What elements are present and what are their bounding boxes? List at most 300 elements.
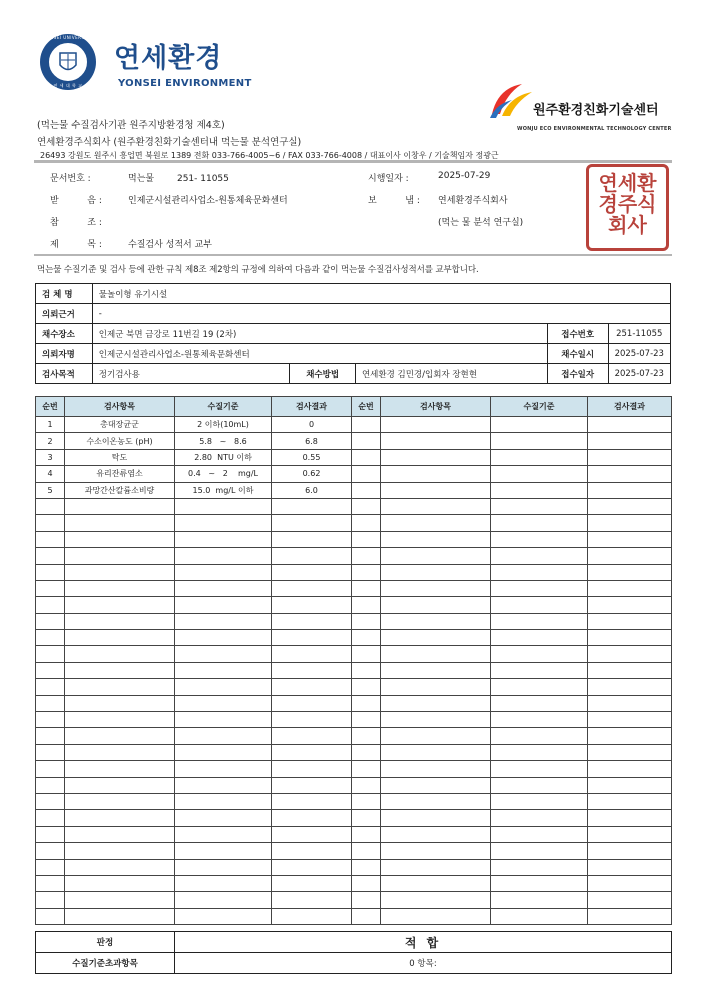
exceed-items-label: 수질기준초과항목	[36, 953, 175, 974]
empty-cell	[65, 843, 175, 859]
empty-cell	[36, 793, 65, 809]
empty-cell	[175, 564, 272, 580]
empty-cell	[36, 613, 65, 629]
empty-row	[36, 810, 672, 826]
issue-date-label: 시행일자 :	[368, 174, 409, 184]
empty-cell	[36, 548, 65, 564]
empty-cell	[588, 498, 672, 514]
empty-cell	[588, 580, 672, 596]
seal-shield-icon	[48, 42, 88, 82]
empty-cell	[175, 761, 272, 777]
row-result: 0	[272, 417, 352, 433]
row-result: 0.62	[272, 466, 352, 482]
subject-value: 수질검사 성적서 교부	[128, 240, 212, 250]
empty-cell	[65, 662, 175, 678]
row-item: 과망간산칼륨소비량	[65, 482, 175, 498]
empty-cell	[588, 843, 672, 859]
empty-cell	[381, 908, 491, 924]
empty-row	[36, 548, 672, 564]
empty-row	[36, 613, 672, 629]
receipt-date-value: 2025-07-23	[608, 364, 670, 384]
empty-cell	[175, 744, 272, 760]
empty-cell	[352, 515, 381, 531]
empty-cell	[272, 646, 352, 662]
empty-cell	[352, 892, 381, 908]
table-row	[36, 482, 672, 498]
empty-cell	[65, 761, 175, 777]
empty-cell	[36, 630, 65, 646]
empty-cell	[65, 630, 175, 646]
empty-cell	[36, 580, 65, 596]
empty-cell	[491, 875, 588, 891]
empty-cell	[588, 892, 672, 908]
empty-cell	[381, 515, 491, 531]
empty-cell	[588, 515, 672, 531]
empty-cell	[272, 777, 352, 793]
empty-cell	[381, 564, 491, 580]
empty-cell	[352, 843, 381, 859]
empty-cell	[381, 679, 491, 695]
empty-cell	[352, 613, 381, 629]
empty-row	[36, 908, 672, 924]
empty-cell	[175, 810, 272, 826]
table-row	[36, 304, 671, 324]
exceed-items-value: 0 항목:	[175, 953, 672, 974]
empty-row	[36, 712, 672, 728]
client-value: 인제군시설관리사업소-원통체육문화센터	[92, 344, 547, 364]
doc-number-label: 문서번호 :	[50, 174, 91, 184]
empty-cell	[491, 826, 588, 842]
empty-cell	[491, 908, 588, 924]
empty-cell	[381, 498, 491, 514]
empty-cell	[175, 777, 272, 793]
empty-cell	[65, 515, 175, 531]
empty-cell	[588, 908, 672, 924]
empty-cell	[175, 580, 272, 596]
empty-cell	[491, 728, 588, 744]
empty-cell	[491, 843, 588, 859]
row-standard: 15.0 mg/L 이하	[175, 482, 272, 498]
empty-cell	[352, 548, 381, 564]
empty-cell	[175, 892, 272, 908]
specimen-info-table	[35, 283, 671, 384]
empty-cell	[272, 695, 352, 711]
empty-cell	[588, 695, 672, 711]
col-header-standard-left: 수질기준	[175, 397, 272, 417]
empty-cell	[381, 810, 491, 826]
lab-name-value: (먹는 물 분석 연구실)	[438, 218, 524, 228]
empty-cell	[65, 712, 175, 728]
purpose-value: 정기검사용	[92, 364, 290, 384]
empty-cell	[352, 597, 381, 613]
empty-cell	[381, 646, 491, 662]
empty-cell	[65, 548, 175, 564]
empty-cell	[65, 810, 175, 826]
empty-cell	[36, 875, 65, 891]
empty-row	[36, 564, 672, 580]
empty-cell	[352, 662, 381, 678]
empty-cell	[175, 695, 272, 711]
empty-cell	[352, 679, 381, 695]
empty-cell	[65, 744, 175, 760]
empty-row	[36, 744, 672, 760]
empty-cell	[36, 679, 65, 695]
purpose-label: 검사목적	[36, 364, 93, 384]
empty-cell	[272, 843, 352, 859]
row-item: 탁도	[65, 449, 175, 465]
row-standard: 0.4 ~ 2 mg/L	[175, 466, 272, 482]
empty-cell	[175, 531, 272, 547]
empty-cell	[272, 810, 352, 826]
empty-cell	[588, 597, 672, 613]
empty-cell	[272, 728, 352, 744]
empty-cell	[36, 498, 65, 514]
row-no: 5	[36, 482, 65, 498]
seal-ring-text-bottom: 연 세 대 학 교	[53, 83, 83, 88]
empty-cell	[36, 843, 65, 859]
empty-cell	[352, 859, 381, 875]
empty-cell	[175, 875, 272, 891]
table-row	[36, 324, 671, 344]
empty-cell	[588, 744, 672, 760]
empty-cell	[381, 712, 491, 728]
empty-cell	[381, 580, 491, 596]
institution-designation: (먹는물 수질검사기관 원주지방환경청 제4호)	[37, 120, 225, 131]
empty-cell	[36, 859, 65, 875]
empty-cell	[491, 580, 588, 596]
meta-divider	[34, 254, 672, 256]
empty-cell	[65, 793, 175, 809]
recipient-value: 인제군시설관리사업소-원통체육문화센터	[128, 196, 288, 206]
empty-cell	[588, 712, 672, 728]
empty-cell	[381, 613, 491, 629]
empty-cell	[352, 564, 381, 580]
empty-cell	[36, 712, 65, 728]
table-row	[36, 433, 672, 449]
empty-cell	[381, 761, 491, 777]
row-result: 0.55	[272, 449, 352, 465]
col-header-no-left: 순번	[36, 397, 65, 417]
sender-value: 연세환경주식회사	[438, 196, 508, 206]
basis-value: -	[92, 304, 670, 324]
col-header-result-left: 검사결과	[272, 397, 352, 417]
empty-cell	[175, 646, 272, 662]
row-no: 2	[36, 433, 65, 449]
empty-cell	[491, 646, 588, 662]
table-row	[36, 364, 671, 384]
empty-cell	[352, 531, 381, 547]
empty-cell	[36, 744, 65, 760]
receipt-date-label: 접수일자	[547, 364, 608, 384]
empty-cell	[175, 597, 272, 613]
empty-cell	[36, 564, 65, 580]
test-results-table	[35, 396, 672, 925]
empty-cell	[272, 761, 352, 777]
empty-cell	[65, 646, 175, 662]
empty-cell	[36, 597, 65, 613]
empty-row	[36, 892, 672, 908]
empty-cell	[381, 875, 491, 891]
col-header-item-right: 검사항목	[381, 397, 491, 417]
empty-cell	[491, 777, 588, 793]
empty-cell	[272, 744, 352, 760]
col-header-result-right: 검사결과	[588, 397, 672, 417]
empty-cell	[588, 564, 672, 580]
empty-cell	[352, 744, 381, 760]
empty-cell	[381, 695, 491, 711]
empty-cell	[272, 859, 352, 875]
row-result: 6.0	[272, 482, 352, 498]
empty-cell	[65, 826, 175, 842]
header-divider	[34, 160, 672, 163]
empty-cell	[588, 761, 672, 777]
empty-cell	[175, 548, 272, 564]
empty-cell	[36, 761, 65, 777]
empty-cell	[352, 826, 381, 842]
empty-cell	[491, 597, 588, 613]
empty-row	[36, 843, 672, 859]
empty-cell	[588, 859, 672, 875]
empty-cell	[491, 630, 588, 646]
empty-cell	[272, 892, 352, 908]
empty-row	[36, 859, 672, 875]
empty-cell	[175, 826, 272, 842]
method-value: 연세환경 김민경/입회자 장현현	[355, 364, 547, 384]
empty-cell	[352, 810, 381, 826]
empty-cell	[175, 728, 272, 744]
empty-cell	[175, 712, 272, 728]
col-header-standard-right: 수질기준	[491, 397, 588, 417]
empty-row	[36, 662, 672, 678]
empty-row	[36, 498, 672, 514]
empty-cell	[272, 580, 352, 596]
empty-cell	[491, 679, 588, 695]
empty-cell	[65, 695, 175, 711]
empty-cell	[588, 793, 672, 809]
empty-cell	[352, 793, 381, 809]
notice-text: 먹는물 수질기준 및 검사 등에 관한 규칙 제8조 제2항의 규정에 의하여 다음과 같이 먹는물 수질검사성적서를 교부합니다.	[37, 265, 479, 275]
empty-cell	[352, 695, 381, 711]
empty-cell	[272, 826, 352, 842]
empty-cell	[272, 793, 352, 809]
empty-cell	[352, 875, 381, 891]
empty-row	[36, 777, 672, 793]
empty-cell	[381, 728, 491, 744]
row-no: 3	[36, 449, 65, 465]
stamp-text: 연세환경주식회사	[598, 171, 657, 237]
empty-cell	[491, 531, 588, 547]
sampling-date-label: 채수일시	[547, 344, 608, 364]
empty-cell	[272, 515, 352, 531]
university-seal-logo	[40, 34, 96, 90]
eco-center-title: 원주환경친화기술센터	[533, 103, 659, 118]
empty-cell	[175, 843, 272, 859]
specimen-value: 물놀이형 유기시설	[92, 284, 670, 304]
empty-cell	[272, 498, 352, 514]
row-result: 6.8	[272, 433, 352, 449]
empty-cell	[175, 515, 272, 531]
empty-row	[36, 515, 672, 531]
empty-cell	[272, 662, 352, 678]
seal-ring-text-top: YONSEI UNIVERSITY	[43, 35, 93, 40]
empty-cell	[65, 531, 175, 547]
company-name-line: 연세환경주식회사 (원주환경친화기술센터내 먹는물 분석연구실)	[37, 137, 302, 148]
empty-cell	[352, 630, 381, 646]
receipt-number-label: 접수번호	[547, 324, 608, 344]
empty-row	[36, 826, 672, 842]
empty-cell	[491, 892, 588, 908]
address-contact-line: 26493 강원도 원주시 흥업면 북원로 1389 전화 033-766-4005~6 / FAX 033-766-4008 / 대표이사 이창우 / 기술책임자 정광근	[40, 151, 499, 160]
empty-cell	[491, 695, 588, 711]
empty-cell	[36, 908, 65, 924]
empty-cell	[272, 613, 352, 629]
empty-cell	[65, 777, 175, 793]
empty-cell	[491, 810, 588, 826]
empty-cell	[272, 630, 352, 646]
empty-cell	[175, 793, 272, 809]
empty-cell	[381, 548, 491, 564]
table-row	[36, 466, 672, 482]
empty-cell	[381, 531, 491, 547]
empty-cell	[272, 597, 352, 613]
empty-cell	[36, 662, 65, 678]
empty-cell	[588, 613, 672, 629]
empty-cell	[588, 875, 672, 891]
empty-cell	[491, 613, 588, 629]
empty-cell	[352, 580, 381, 596]
row-item: 총대장균군	[65, 417, 175, 433]
empty-cell	[381, 662, 491, 678]
empty-row	[36, 695, 672, 711]
empty-cell	[36, 531, 65, 547]
empty-cell	[381, 630, 491, 646]
empty-row	[36, 679, 672, 695]
empty-cell	[491, 712, 588, 728]
empty-row	[36, 580, 672, 596]
sampling-date-value: 2025-07-23	[608, 344, 670, 364]
issue-date-value: 2025-07-29	[438, 171, 491, 181]
specimen-label: 검 체 명	[36, 284, 93, 304]
empty-cell	[36, 777, 65, 793]
empty-cell	[588, 531, 672, 547]
table-row	[36, 344, 671, 364]
brand-name-english: YONSEI ENVIRONMENT	[118, 78, 252, 89]
empty-cell	[65, 597, 175, 613]
empty-cell	[588, 630, 672, 646]
empty-cell	[36, 810, 65, 826]
row-no: 4	[36, 466, 65, 482]
sampling-place-value: 인제군 북면 금강로 11번길 19 (2차)	[92, 324, 547, 344]
empty-cell	[65, 892, 175, 908]
empty-cell	[588, 777, 672, 793]
receipt-number-value: 251-11055	[608, 324, 670, 344]
empty-cell	[272, 712, 352, 728]
judgment-table	[35, 931, 672, 974]
reference-label: 참 조 :	[50, 218, 102, 228]
empty-cell	[175, 679, 272, 695]
empty-cell	[352, 498, 381, 514]
empty-cell	[175, 613, 272, 629]
sender-label: 보 냄 :	[368, 196, 420, 206]
table-row	[36, 417, 672, 433]
empty-row	[36, 875, 672, 891]
row-standard: 2 이하(10mL)	[175, 417, 272, 433]
empty-cell	[272, 564, 352, 580]
empty-cell	[65, 613, 175, 629]
empty-cell	[65, 859, 175, 875]
empty-cell	[65, 875, 175, 891]
empty-cell	[272, 548, 352, 564]
table-row	[36, 953, 672, 974]
empty-cell	[588, 826, 672, 842]
eco-center-subtitle: WONJU ECO ENVIRONMENTAL TECHNOLOGY CENTER	[517, 126, 672, 132]
empty-row	[36, 728, 672, 744]
empty-cell	[36, 515, 65, 531]
empty-cell	[491, 744, 588, 760]
doc-number-value: 먹는물 251- 11055	[128, 174, 229, 184]
empty-cell	[381, 843, 491, 859]
col-header-no-right: 순번	[352, 397, 381, 417]
empty-cell	[352, 712, 381, 728]
empty-cell	[272, 679, 352, 695]
empty-cell	[491, 498, 588, 514]
basis-label: 의뢰근거	[36, 304, 93, 324]
row-standard: 5.8 ~ 8.6	[175, 433, 272, 449]
empty-cell	[381, 597, 491, 613]
empty-cell	[65, 580, 175, 596]
empty-cell	[36, 826, 65, 842]
sampling-place-label: 채수장소	[36, 324, 93, 344]
empty-cell	[491, 515, 588, 531]
empty-row	[36, 646, 672, 662]
empty-cell	[272, 531, 352, 547]
empty-cell	[272, 875, 352, 891]
empty-cell	[352, 777, 381, 793]
empty-cell	[491, 761, 588, 777]
table-row	[36, 284, 671, 304]
empty-cell	[381, 744, 491, 760]
empty-cell	[36, 892, 65, 908]
brand-name-korean: 연세환경	[114, 43, 223, 74]
col-header-item-left: 검사항목	[65, 397, 175, 417]
empty-cell	[65, 564, 175, 580]
empty-cell	[175, 908, 272, 924]
empty-cell	[65, 908, 175, 924]
empty-cell	[175, 498, 272, 514]
empty-cell	[36, 728, 65, 744]
empty-cell	[65, 728, 175, 744]
empty-cell	[588, 679, 672, 695]
row-no: 1	[36, 417, 65, 433]
empty-cell	[381, 777, 491, 793]
empty-cell	[65, 498, 175, 514]
empty-cell	[352, 728, 381, 744]
empty-cell	[175, 859, 272, 875]
empty-cell	[352, 761, 381, 777]
empty-cell	[588, 548, 672, 564]
empty-row	[36, 597, 672, 613]
table-header-row	[36, 397, 672, 417]
client-label: 의뢰자명	[36, 344, 93, 364]
judgment-label: 판정	[36, 932, 175, 953]
empty-cell	[491, 564, 588, 580]
empty-cell	[381, 793, 491, 809]
empty-cell	[36, 646, 65, 662]
table-row	[36, 932, 672, 953]
judgment-value: 적 합	[175, 932, 672, 953]
empty-cell	[588, 728, 672, 744]
empty-cell	[588, 810, 672, 826]
